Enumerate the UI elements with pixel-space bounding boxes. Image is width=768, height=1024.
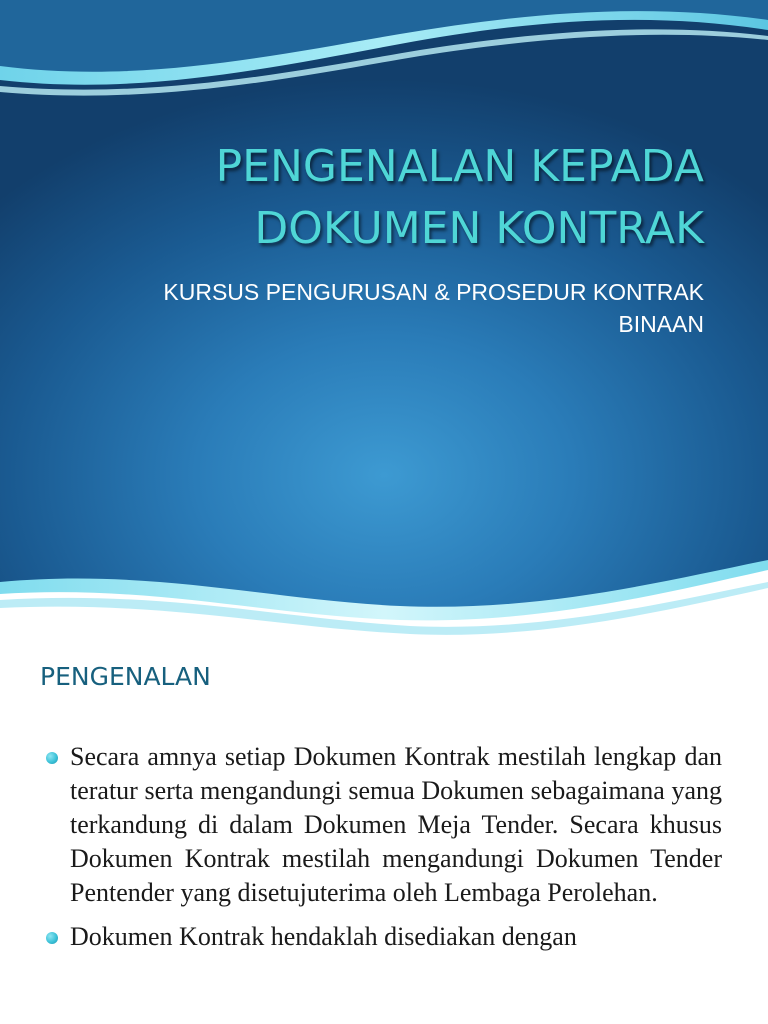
bullet-icon bbox=[46, 752, 58, 764]
title-line: DOKUMEN KONTRAK bbox=[254, 203, 704, 254]
bullet-text: Secara amnya setiap Dokumen Kontrak mestilah lengkap dan teratur serta mengandungi semua Dokumen sebagaimana yang terkandung di dalam Dokumen Meja Tender. Secara khusus Dokumen Kontrak mestilah mengandungi Dokumen Tender Pentender yang disetujuterima oleh Lembaga Perolehan. bbox=[70, 742, 722, 907]
top-wave-decoration bbox=[0, 0, 768, 110]
bullet-text: Dokumen Kontrak hendaklah disediakan dengan bbox=[70, 922, 577, 951]
content-slide bbox=[0, 636, 768, 1024]
bullet-list bbox=[38, 740, 722, 964]
slide-title bbox=[40, 136, 704, 260]
slide-subtitle bbox=[40, 276, 704, 340]
content-heading: PENGENALAN bbox=[40, 662, 211, 691]
title-line: PENGENALAN KEPADA bbox=[215, 141, 704, 192]
list-item bbox=[38, 740, 722, 910]
bullet-icon bbox=[46, 932, 58, 944]
list-item bbox=[38, 920, 722, 954]
subtitle-line: BINAAN bbox=[618, 311, 704, 337]
subtitle-line: KURSUS PENGURUSAN & PROSEDUR KONTRAK bbox=[163, 279, 704, 305]
